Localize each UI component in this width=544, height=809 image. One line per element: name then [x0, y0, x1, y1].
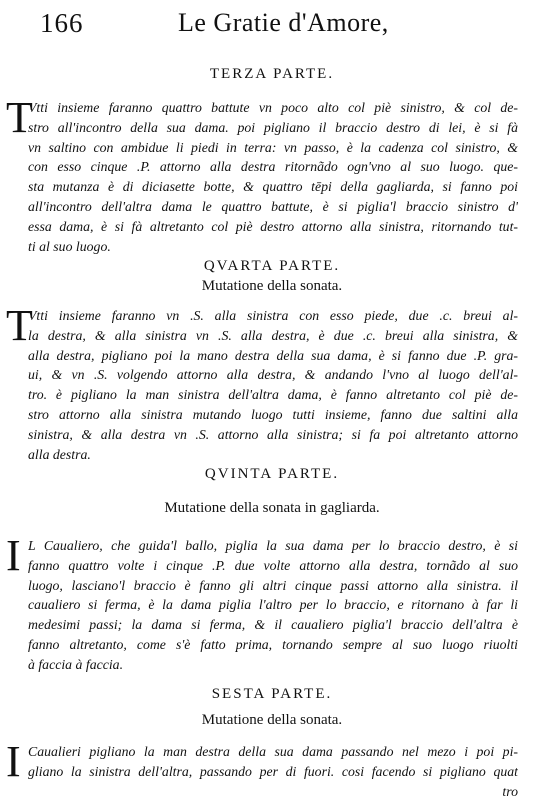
text-line: alla destra.	[28, 446, 91, 462]
text-line: fanno quattro volte i cinque .P. due volte attorno alla destra, tornãdo al suo	[28, 557, 518, 573]
text-line: sinistra, & alla destra vn .S. attorno alla sinistra; si fa poi altretanto attorno	[28, 426, 518, 442]
text-line: stro all'incontro della sua dama. poi pigliano il braccio destro di lei, è si fà	[28, 119, 518, 135]
text-line: medesimi passi; la dama si ferma, & il caualiero piglia'l braccio dell'altra è	[28, 617, 518, 633]
drop-cap: I	[6, 737, 21, 786]
drop-cap: I	[6, 531, 21, 580]
section-subheading-quinta: Mutatione della sonata in gagliarda.	[164, 500, 380, 516]
section-body-sesta	[6, 737, 518, 801]
text-line: à faccia à faccia.	[28, 656, 124, 672]
text-line: ti al suo luogo.	[28, 238, 111, 254]
text-line: L Caualiero, che guida'l ballo, piglia la sua dama per lo braccio destro, è si	[28, 538, 518, 553]
drop-cap: T	[6, 301, 33, 350]
drop-cap: T	[6, 93, 33, 142]
text-line: con esso cinque .P. attorno alla destra ritornãdo ogn'vno al suo luogo. que-	[28, 159, 518, 175]
section-body-quarta	[6, 301, 518, 464]
text-line: vn saltino con ambidue li piedi in terra: vn passo, è la cadenza col sinistro, &	[28, 139, 518, 155]
section-heading-sesta: SESTA PARTE.	[211, 686, 333, 702]
text-line: caualiero si ferma, è la dama piglia l'altro per lo braccio, e ritornano à far li	[28, 597, 518, 613]
section-heading-quarta: QVARTA PARTE.	[203, 258, 341, 274]
page-number: 166	[40, 8, 84, 38]
text-line: fanno altretanto, come s'è fatto prima, tornando sempre al suo luogo riuolti	[28, 636, 518, 652]
section-heading-quinta: QVINTA PARTE.	[204, 466, 340, 482]
section-subheading-quarta: Mutatione della sonata.	[201, 278, 343, 294]
text-line: ui, & vn .S. volgendo attorno alla destra, & andando l'vno al luogo dell'al-	[28, 367, 518, 383]
text-line: gliano la sinistra dell'altra, passando per di fuori. cosi facendo si pigliano quat	[28, 763, 518, 779]
text-line: all'incontro dell'altra dama le quattro battute, è si piglia'l braccio sinistro d'	[28, 198, 518, 214]
page-header	[40, 8, 504, 48]
text-line: stro attorno alla sinistra mutando luogo tutti insieme, fanno due saltini alla	[28, 406, 518, 422]
section-body-terza	[6, 93, 518, 256]
text-line: alla destra, pigliano poi la mano destra della sua dama, è si fanno due .P. gra-	[28, 347, 518, 363]
text-line: essa dama, è si fà altretanto col piè destro attorno alla sinistra, ritornando tut-	[28, 218, 518, 234]
text-line: la destra, & alla sinistra vn .S. alla destra, è due .c. breui alla sinistra, &	[28, 327, 518, 343]
text-line: luogo, lasciano'l braccio è fanno gli altri cinque passi attorno alla sinistra. il	[28, 577, 518, 593]
catchword: tro	[502, 783, 518, 799]
section-body-quinta	[6, 531, 518, 675]
text-line: Caualieri pigliano la man destra della sua dama passando nel mezo i poi pi-	[28, 744, 518, 759]
text-line: Vtti insieme faranno quattro battute vn poco alto col piè sinistro, & col de-	[28, 100, 518, 115]
section-subheading-sesta: Mutatione della sonata.	[201, 712, 343, 728]
text-line: Vtti insieme faranno vn .S. alla sinistra con esso piede, due .c. breui al-	[28, 308, 518, 323]
running-title: Le Gratie d'Amore,	[178, 8, 389, 37]
text-line: sta mutanza è di diciasette botte, & quattro tēpi della gagliarda, si fanno poi	[28, 179, 518, 195]
section-heading-terza: TERZA PARTE.	[209, 66, 335, 82]
text-line: tro. è pigliano la man sinistra dell'altra dama, è fanno altretanto col piè de-	[28, 387, 518, 403]
